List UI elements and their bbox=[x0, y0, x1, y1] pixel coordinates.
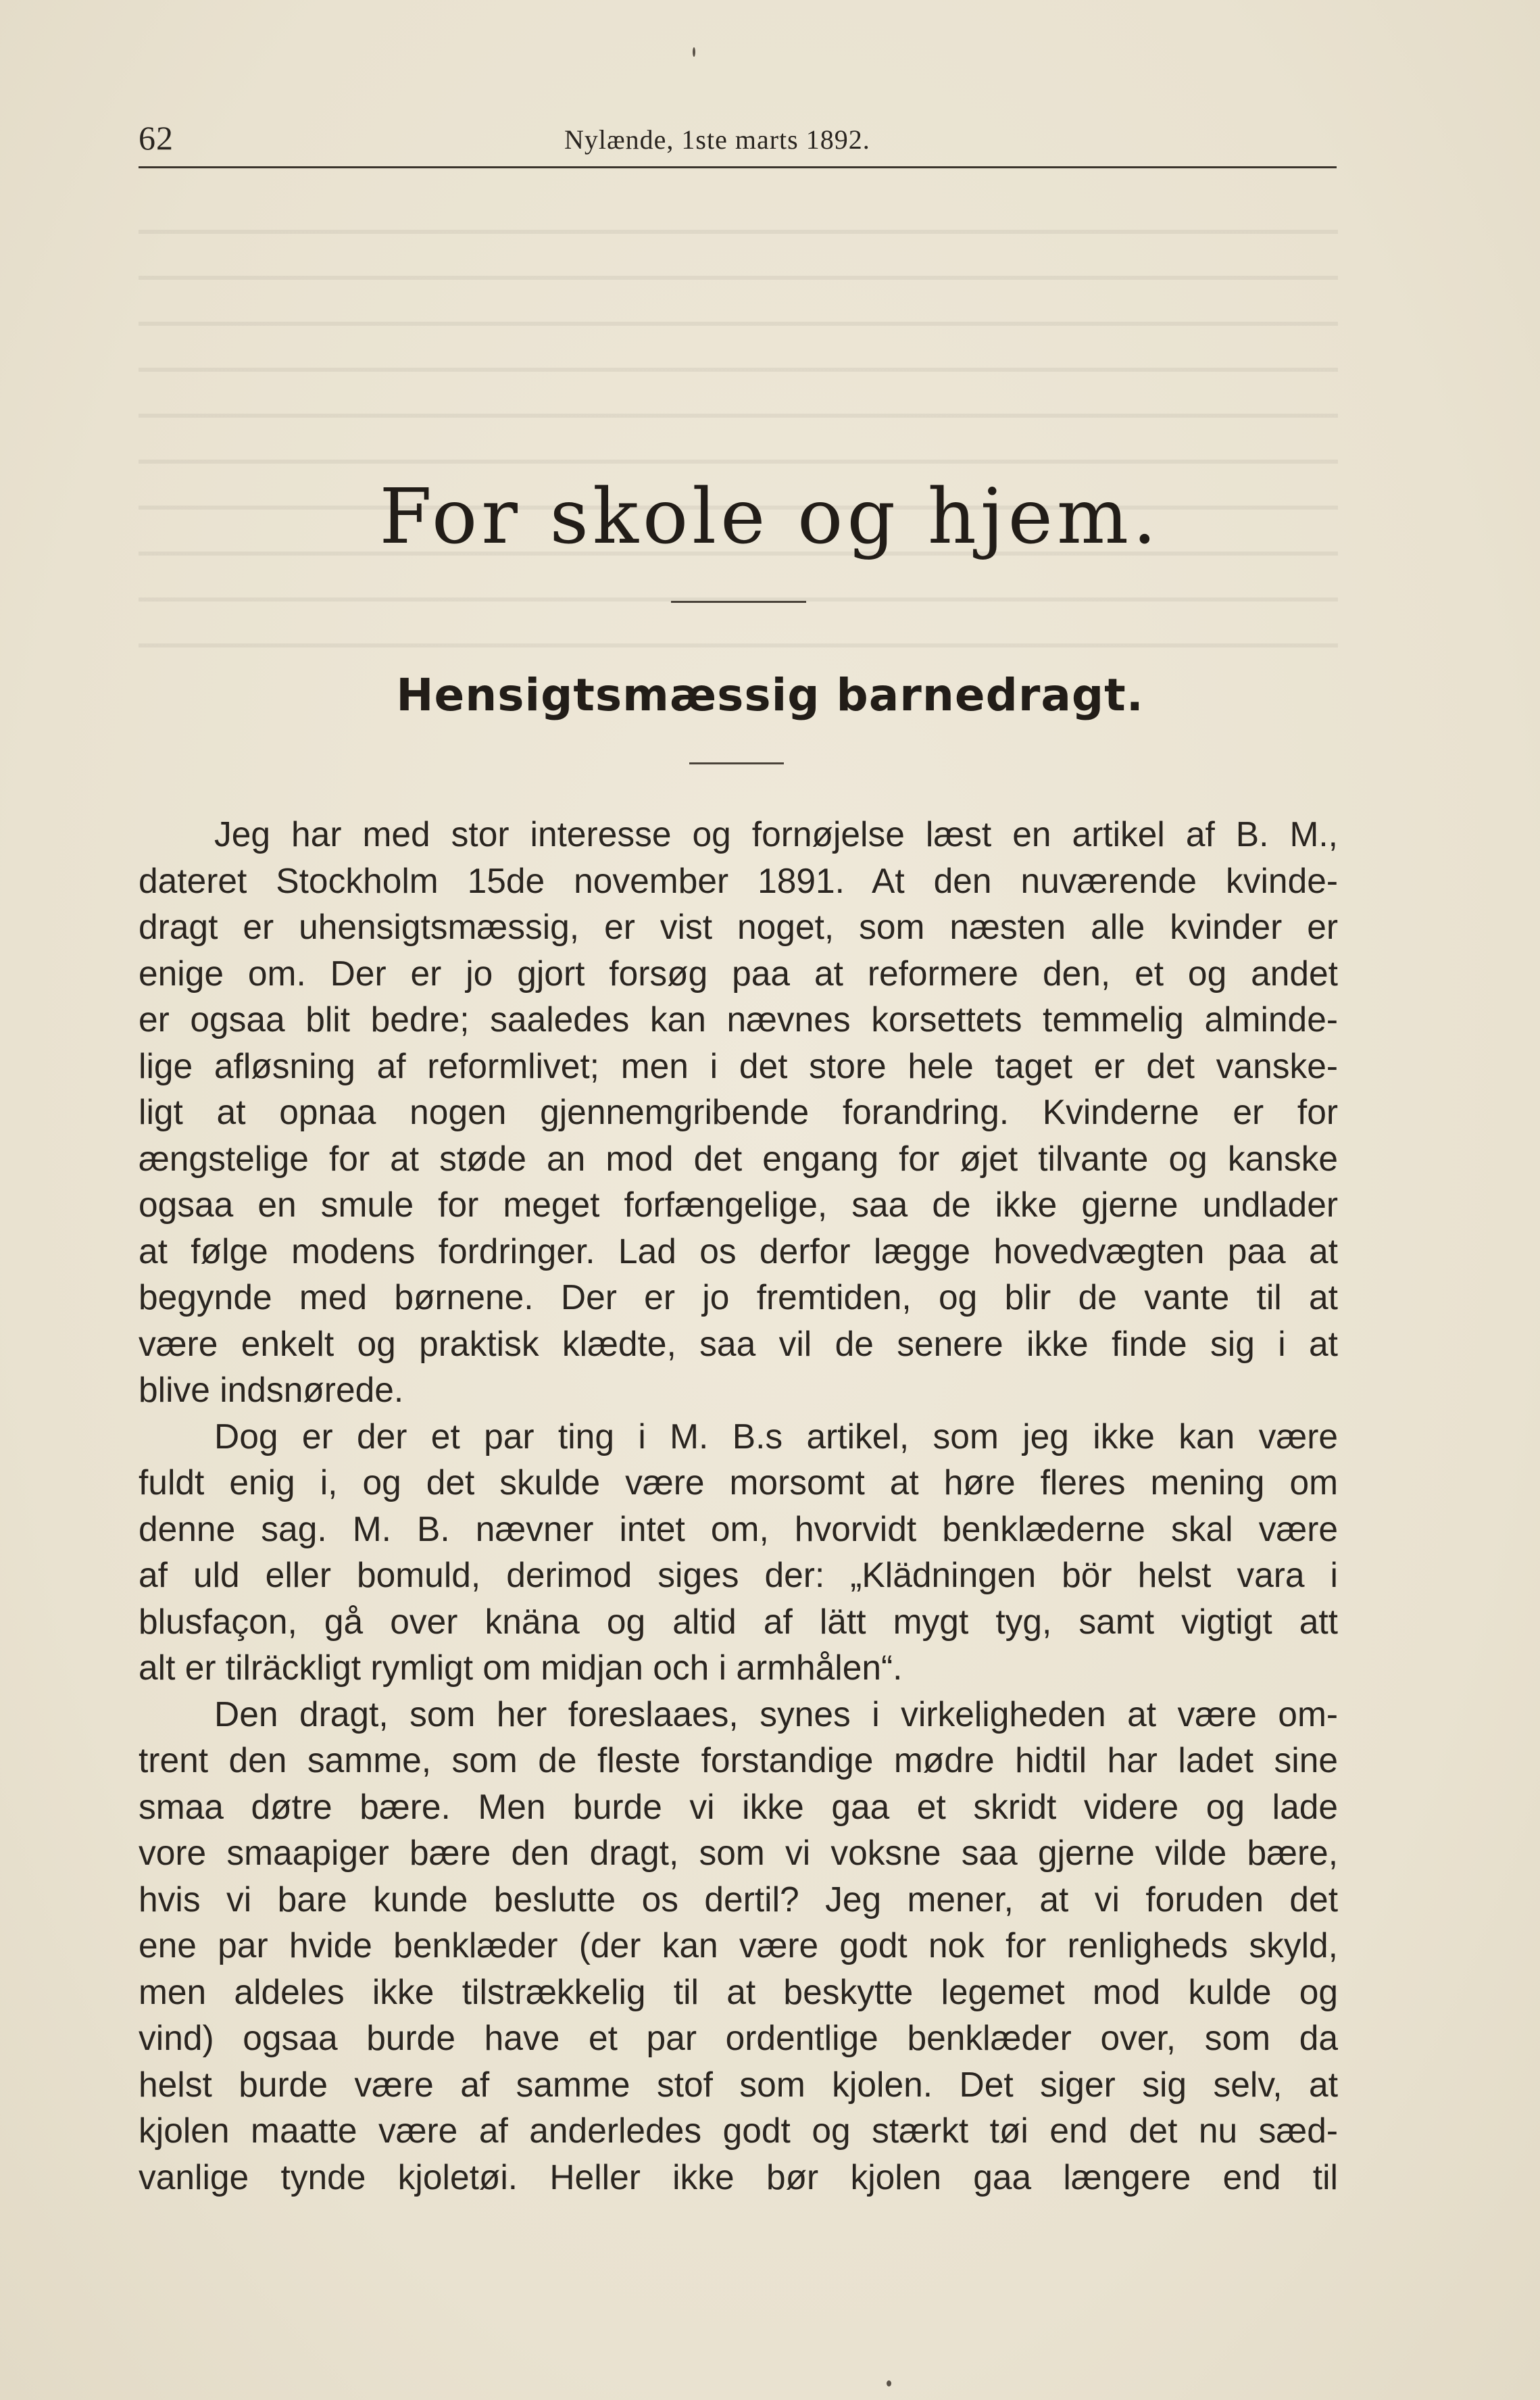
body-line: blusfaçon, gå over knäna og altid af lätt mygt tyg, samt vigtigt att bbox=[139, 1601, 1338, 1641]
body-line: dateret Stockholm 15de november 1891. At den nuværende kvinde- bbox=[139, 860, 1338, 900]
body-line: Jeg har med stor interesse og fornøjelse læst en artikel af B. M., bbox=[214, 814, 1338, 854]
body-line: smaa døtre bære. Men burde vi ikke gaa et skridt videre og lade bbox=[139, 1786, 1338, 1826]
body-line: enige om. Der er jo gjort forsøg paa at reformere den, et og andet bbox=[139, 953, 1338, 993]
body-line: dragt er uhensigtsmæssig, er vist noget, som næsten alle kvinder er bbox=[139, 907, 1338, 946]
body-line: helst burde være af samme stof som kjolen. Det siger sig selv, at bbox=[139, 2064, 1338, 2104]
article-body bbox=[139, 811, 1338, 2200]
running-head: Nylænde, 1ste marts 1892. bbox=[564, 124, 870, 155]
header-rule bbox=[139, 166, 1337, 168]
body-line: kjolen maatte være af anderledes godt og stærkt tøi end det nu sæd- bbox=[139, 2111, 1338, 2150]
body-line: ængstelige for at støde an mod det engang for øjet tilvante og kanske bbox=[139, 1138, 1338, 1178]
body-line: vore smaapiger bære den dragt, som vi voksne saa gjerne vilde bære, bbox=[139, 1833, 1338, 1872]
body-line: ligt at opnaa nogen gjennemgribende forandring. Kvinderne er for bbox=[139, 1092, 1338, 1131]
body-line: fuldt enig i, og det skulde være morsomt at høre fleres mening om bbox=[139, 1463, 1338, 1502]
body-line: trent den samme, som de fleste forstandige mødre hidtil har ladet sine bbox=[139, 1740, 1338, 1780]
body-line: at følge modens fordringer. Lad os derfor lægge hovedvægten paa at bbox=[139, 1231, 1338, 1271]
article-divider bbox=[689, 762, 784, 764]
body-line: lige afløsning af reformlivet; men i det store hele taget er det vanske- bbox=[139, 1046, 1338, 1085]
body-line: vind) ogsaa burde have et par ordentlige benklæder over, som da bbox=[139, 2018, 1338, 2057]
body-line: ene par hvide benklæder (der kan være godt nok for renligheds skyld, bbox=[139, 1926, 1338, 1965]
section-title: For skole og hjem. bbox=[379, 473, 1161, 561]
body-line: begynde med børnene. Der er jo fremtiden, og blir de vante til at bbox=[139, 1277, 1338, 1317]
body-line: Dog er der et par ting i M. B.s artikel, som jeg ikke kan være bbox=[214, 1416, 1338, 1456]
ink-speck bbox=[693, 47, 695, 57]
show-through-bleed bbox=[139, 203, 1338, 676]
page-header bbox=[139, 118, 1338, 166]
article-title: Hensigtsmæssig barnedragt. bbox=[396, 669, 1144, 721]
body-line: Den dragt, som her foreslaaes, synes i virkeligheden at være om- bbox=[214, 1694, 1338, 1734]
title-divider bbox=[671, 601, 806, 603]
body-line: denne sag. M. B. nævner intet om, hvorvidt benklæderne skal være bbox=[139, 1509, 1338, 1548]
body-line: være enkelt og praktisk klædte, saa vil de senere ikke finde sig i at bbox=[139, 1323, 1338, 1363]
body-line: ogsaa en smule for meget forfængelige, saa de ikke gjerne undlader bbox=[139, 1185, 1338, 1224]
ink-speck bbox=[887, 2380, 891, 2386]
body-line: af uld eller bomuld, derimod siges der: „Klädningen bör helst vara i bbox=[139, 1555, 1338, 1594]
body-line: vanlige tynde kjoletøi. Heller ikke bør kjolen gaa længere end til bbox=[139, 2157, 1338, 2197]
page-number: 62 bbox=[139, 119, 174, 157]
body-line: alt er tilräckligt rymligt om midjan och i armhålen“. bbox=[139, 1648, 903, 1687]
body-line: hvis vi bare kunde beslutte os dertil? Jeg mener, at vi foruden det bbox=[139, 1879, 1338, 1919]
body-line: er ogsaa blit bedre; saaledes kan nævnes korsettets temmelig alminde- bbox=[139, 1000, 1338, 1039]
body-line: blive indsnørede. bbox=[139, 1370, 404, 1409]
body-line: men aldeles ikke tilstrækkelig til at beskytte legemet mod kulde og bbox=[139, 1972, 1338, 2011]
